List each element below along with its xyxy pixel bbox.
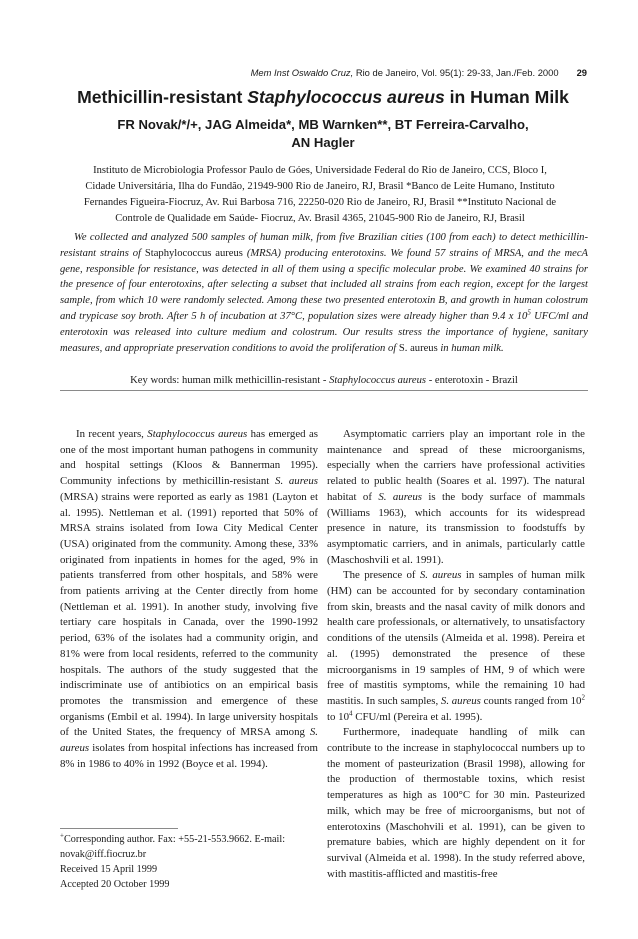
text-run: CFU/ml (Pereira et al. 1995). <box>352 710 483 723</box>
running-head <box>0 67 587 78</box>
paragraph <box>60 427 318 772</box>
text-run: has emerged as one of the most important human pathogens in community and hospital settings (Kloos & Bannerman 1995). Community infections by methicillin-resistant <box>60 428 318 488</box>
affiliation-line-4: Controle de Qualidade em Saúde- Fiocruz, Av. Brasil 4365, 21045-900 Rio de Janeiro, RJ, Brasil <box>115 213 525 224</box>
abstract-text-2: (MRSA) producing enterotoxins. We found 57 strains of MRSA, and the mecA gene, responsible for resistance, was detected in all of them using a specific molecular probe. We examined 40 strains for the presence of four enterotoxins, after selecting a subset that included all strains from each region, except for the largest sample, from which 10 were randomly selected. Among these two presented enterotoxin B, and growth in human colostrum and trypicase soy broth. After 5 h of incubation at 37°C, population sizes were already higher than 9.4 x 10 <box>60 247 588 322</box>
keywords-prefix: Key words: human milk methicillin-resistant - <box>130 375 330 386</box>
keywords <box>60 374 588 388</box>
abstract-species-1: Staphylococcus aureus <box>144 247 243 259</box>
paragraph <box>327 568 585 725</box>
species-name: S. aureus <box>275 475 318 488</box>
text-run: Asymptomatic carriers play an important role in the maintenance and spread of these microorganisms, especially when the carriers have professional activities related to public health (Soares et al. 1997). The natural habitat of <box>327 428 585 503</box>
exponent: 4 <box>349 709 353 718</box>
affiliations <box>60 163 580 227</box>
abstract <box>60 230 588 356</box>
species-name: S. aureus <box>60 726 318 755</box>
affiliation-line-3: Fernandes Figueira-Fiocruz, Av. Rui Barbosa 716, 22250-020 Rio de Janeiro, RJ, Brasil **Instituto Nacional de <box>83 197 557 208</box>
keywords-species: Staphylococcus aureus <box>329 375 427 386</box>
text-run: counts ranged from 10 <box>480 694 582 707</box>
species-name: S. aureus <box>419 569 462 582</box>
abstract-exponent: 5 <box>527 308 531 317</box>
section-divider <box>60 390 588 391</box>
abstract-text-4: in human milk. <box>437 342 504 354</box>
volume-info: Rio de Janeiro, Vol. 95(1): 29-33, Jan./Feb. 2000 <box>353 67 559 78</box>
body-column-right <box>327 427 585 882</box>
text-run: In recent years, <box>76 428 148 440</box>
text-run: in samples of human milk (HM) can be accounted for by secondary contamination from skin, breasts and the nasal cavity of milk donors and health care professionals, or alternatively, to unsatisfactory conditions of the utensils (Almeida et al. 1998). Pereira et al. (1995) demonstrated the presence of these microorganisms in 19 samples of HM, 9 of which were free of mastitis symptoms, while the remaining 10 had mastitis. In such samples, <box>327 569 585 707</box>
affiliation-line-2: Cidade Universitária, Ilha do Fundão, 21949-900 Rio de Janeiro, RJ, Brasil *Banco de Leite Humano, Instituto <box>85 181 555 192</box>
article-title <box>40 84 606 110</box>
abstract-species-2: S. aureus <box>398 342 438 354</box>
species-name: S. aureus <box>440 694 481 707</box>
text-run: is the body surface of mammals (Williams 1963), which accounts for its widespread presence in nature, its transmission to foodstuffs by asymptomatic carriers, and in animals, particularly cattle (Maschoshvili et al. 1991). <box>327 490 585 566</box>
text-run: (MRSA) strains were reported as early as 1981 (Layton et al. 1995). Nettleman et al. (1991) reported that 50% of MRSA strains isolated from Iowa City Medical Center (USA) originated from the community. Among these, 33% originated from inpatients in homes for the aged, 9% in patients transferred from other hospitals, and 58% were from patients arriving at the Center directly from home (Nettleman et al. 1991). In another study, involving five tertiary care hospitals in Canada, over the 1990-1992 period, 63% of the isolates had a community origin, and 81% were from local residents, referred to the community hospitals. The authors of the study suggested that the indiscriminate use of antibiotics on an empirical basis promotes the transmission and emergence of these organisms (Embil et al. 1994). In large university hospitals of the United States, the frequency of MRSA among <box>60 490 318 739</box>
species-name: Staphylococcus aureus <box>147 428 248 440</box>
corresponding-author <box>60 833 320 863</box>
accepted-date: Accepted 20 October 1999 <box>60 878 170 890</box>
page-number: 29 <box>576 67 587 78</box>
species-name: S. aureus <box>378 490 422 503</box>
text-run: to 10 <box>327 710 349 723</box>
author-list <box>40 116 606 152</box>
affiliation-line-1: Instituto de Microbiologia Professor Paulo de Góes, Universidade Federal do Rio de Janeiro, CCS, Bloco I, <box>93 165 547 176</box>
text-run: isolates from hospital infections has increased from 8% in 1986 to 40% in 1992 (Boyce et al. 1994). <box>60 742 318 770</box>
paragraph <box>327 427 585 568</box>
keywords-suffix: - enterotoxin - Brazil <box>426 375 518 386</box>
footnote-mark: + <box>60 831 64 840</box>
authors-line-1: FR Novak/*/+, JAG Almeida*, MB Warnken**, BT Ferreira-Carvalho, <box>117 117 529 132</box>
authors-line-2: AN Hagler <box>291 135 355 150</box>
corresponding-author-text: Corresponding author. Fax: +55-21-553.9662. E-mail: novak@iff.fiocruz.br <box>60 834 286 860</box>
title-part-3: in Human Milk <box>444 87 569 107</box>
abstract-text-1: We collected and analyzed 500 samples of human milk, from five Brazilian cities (100 from each) to detect methicillin-resistant strains of <box>60 232 588 259</box>
journal-name: Mem Inst Oswaldo Cruz, <box>250 67 354 78</box>
footnotes <box>60 833 320 893</box>
footnote-divider <box>60 828 178 829</box>
exponent: 2 <box>581 693 585 702</box>
text-run: The presence of <box>343 569 420 582</box>
abstract-text-3: UFC/ml and enterotoxin was released into culture medium and colostrum. Our results stress the importance of hygiene, sanitary measures, and appropriate preservation conditions to avoid the proliferation of <box>60 310 588 354</box>
received-date: Received 15 April 1999 <box>60 863 158 875</box>
paragraph: Furthermore, inadequate handling of milk can contribute to the increase in staphylococcal numbers up to the moment of pasteurization (Brasil 1998), allowing for the production of thermostable toxins, which resist temperatures as high as 100°C for 30 min. Pasteurized milk, which may be free of microorganisms, but not of enterotoxins (Maschohvili et al. 1991), can be given to premature babies, which are highly dependent on it for survival (Almeida et al. 1998). In the study referred above, with mastitis-afflicted and mastitis-free <box>327 726 585 880</box>
title-species: Staphylococcus aureus <box>247 87 445 107</box>
title-part-1: Methicillin-resistant <box>77 87 248 107</box>
body-column-left <box>60 427 318 772</box>
